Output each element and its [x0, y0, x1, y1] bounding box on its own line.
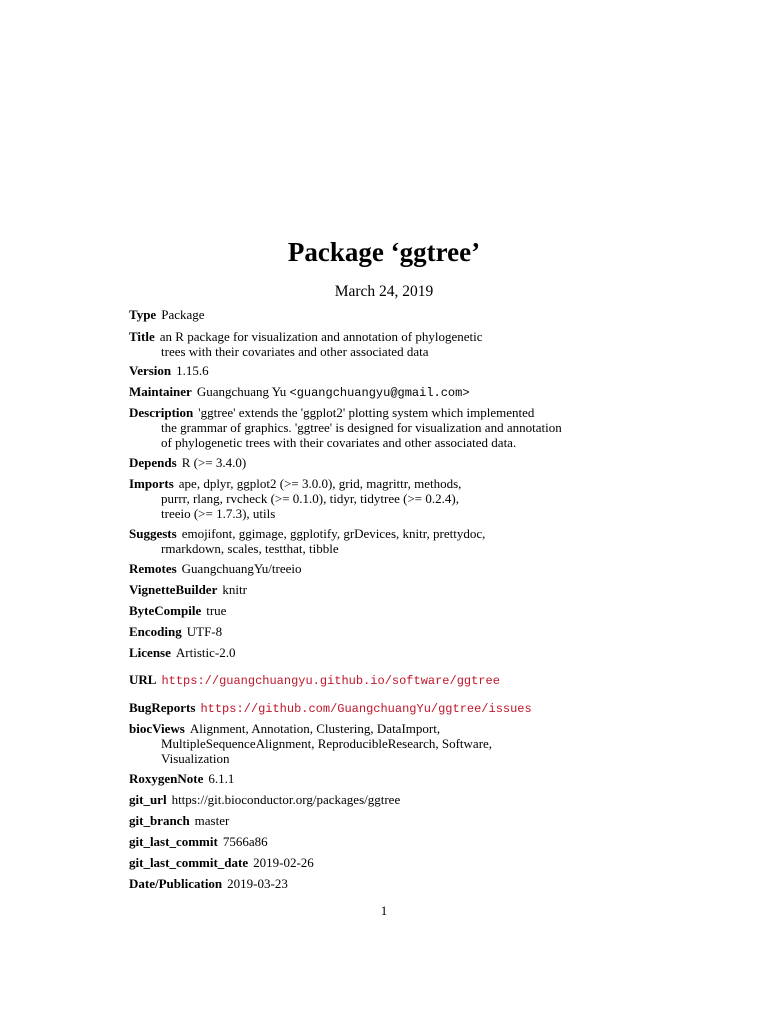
field-key: biocViews: [129, 721, 185, 736]
field-value: Artistic-2.0: [175, 645, 236, 660]
field-git-branch: [129, 813, 229, 828]
field-key: Suggests: [129, 526, 177, 541]
field-value-line: 'ggtree' extends the 'ggplot2' plotting system which implemented: [198, 405, 535, 420]
field-key: BugReports: [129, 700, 196, 715]
field-git-last-commit: [129, 834, 268, 849]
document-date: March 24, 2019: [334, 283, 434, 300]
field-key: Type: [129, 307, 157, 322]
maintainer-email: <guangchuangyu@gmail.com>: [289, 386, 470, 400]
field-key: git_branch: [129, 813, 190, 828]
field-value-line: treeio (>= 1.7.3), utils: [161, 506, 276, 521]
field-remotes: [129, 561, 302, 576]
field-key: Title: [129, 329, 155, 344]
field-bugreports: [129, 700, 532, 717]
field-value-line: rmarkdown, scales, testthat, tibble: [161, 541, 339, 556]
field-value-line: of phylogenetic trees with their covariates and other associated data.: [161, 435, 517, 450]
field-git-url: [129, 792, 400, 807]
field-key: URL: [129, 672, 157, 687]
field-key: RoxygenNote: [129, 771, 204, 786]
field-key: Maintainer: [129, 384, 192, 399]
field-version: [129, 363, 209, 378]
field-roxygennote: [129, 771, 234, 786]
field-key: License: [129, 645, 171, 660]
field-value-line: trees with their covariates and other associated data: [161, 344, 429, 359]
field-value-line: ape, dplyr, ggplot2 (>= 3.0.0), grid, magrittr, methods,: [178, 476, 462, 491]
field-value: master: [194, 813, 230, 828]
field-key: git_last_commit: [129, 834, 218, 849]
field-key: Version: [129, 363, 172, 378]
field-value: 2019-03-23: [227, 876, 288, 891]
field-value-line: Alignment, Annotation, Clustering, DataImport,: [189, 721, 441, 736]
field-vignettebuilder: [129, 582, 247, 597]
field-type: [129, 307, 205, 322]
field-key: VignetteBuilder: [129, 582, 218, 597]
field-url: [129, 672, 500, 689]
field-value-line: emojifont, ggimage, ggplotify, grDevices, knitr, prettydoc,: [181, 526, 486, 541]
field-value: 6.1.1: [208, 771, 235, 786]
field-suggests: [129, 526, 485, 556]
field-value: R (>= 3.4.0): [181, 455, 247, 470]
field-value: Package: [161, 307, 205, 322]
field-value-line: purrr, rlang, rvcheck (>= 0.1.0), tidyr, tidytree (>= 0.2.4),: [161, 491, 459, 506]
field-value-line: Visualization: [161, 751, 230, 766]
page-title: Package ‘ggtree’: [287, 237, 481, 267]
field-key: git_url: [129, 792, 167, 807]
field-value: knitr: [222, 582, 247, 597]
field-key: Date/Publication: [129, 876, 223, 891]
field-git-last-commit-date: [129, 855, 314, 870]
field-value: 1.15.6: [176, 363, 209, 378]
field-description: [129, 405, 562, 450]
field-imports: [129, 476, 461, 521]
field-encoding: [129, 624, 222, 639]
field-biocviews: [129, 721, 492, 766]
field-value-line: MultipleSequenceAlignment, ReproducibleResearch, Software,: [161, 736, 493, 751]
field-key: Remotes: [129, 561, 177, 576]
field-title: [129, 329, 483, 359]
field-depends: [129, 455, 246, 470]
field-value: UTF-8: [186, 624, 223, 639]
page-number: 1: [380, 903, 388, 918]
field-value: https://git.bioconductor.org/packages/ggtree: [171, 792, 401, 807]
field-value: 2019-02-26: [253, 855, 314, 870]
field-key: Encoding: [129, 624, 182, 639]
field-date-publication: [129, 876, 288, 891]
field-bytecompile: [129, 603, 226, 618]
field-value-line: the grammar of graphics. 'ggtree' is designed for visualization and annotation: [161, 420, 562, 435]
field-value: true: [206, 603, 227, 618]
bugreports-link[interactable]: https://github.com/GuangchuangYu/ggtree/issues: [200, 702, 532, 716]
field-key: git_last_commit_date: [129, 855, 249, 870]
field-value: 7566a86: [222, 834, 268, 849]
maintainer-name: Guangchuang Yu: [196, 384, 287, 399]
url-link[interactable]: https://guangchuangyu.github.io/software/ggtree: [161, 674, 500, 688]
field-value: GuangchuangYu/treeio: [181, 561, 302, 576]
field-key: Depends: [129, 455, 177, 470]
field-key: Imports: [129, 476, 174, 491]
field-key: Description: [129, 405, 194, 420]
field-key: ByteCompile: [129, 603, 202, 618]
field-maintainer: [129, 384, 470, 401]
field-license: [129, 645, 235, 660]
field-value-line: an R package for visualization and annotation of phylogenetic: [159, 329, 483, 344]
